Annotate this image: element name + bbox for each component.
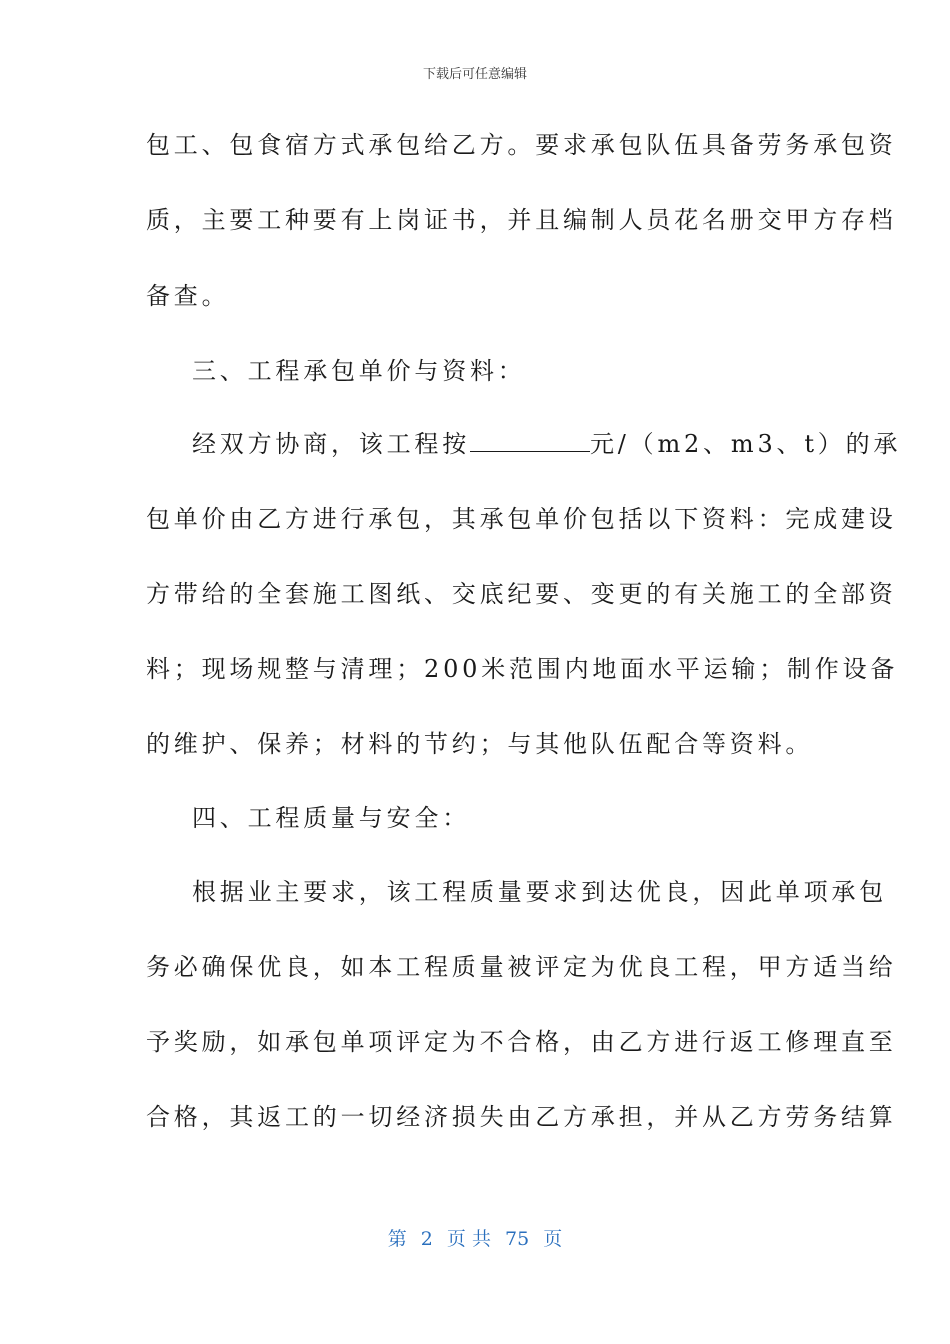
- fill-in-blank: [470, 429, 590, 452]
- text-line: 包单价由乙方进行承包，其承包单价包括以下资料：完成建设: [146, 505, 897, 533]
- text-line: 务必确保优良，如本工程质量被评定为优良工程，甲方适当给: [146, 953, 897, 981]
- text-line: 根据业主要求，该工程质量要求到达优良，因此单项承包: [192, 878, 887, 906]
- text-line: 的维护、保养；材料的节约；与其他队伍配合等资料。: [146, 730, 814, 758]
- text-line: 包工、包食宿方式承包给乙方。要求承包队伍具备劳务承包资: [146, 131, 897, 159]
- footer-middle: 页 共: [446, 1228, 491, 1250]
- footer-prefix: 第: [387, 1228, 407, 1250]
- page-footer: [0, 1226, 950, 1252]
- text-fragment: 经双方协商，该工程按: [192, 430, 470, 458]
- text-line: 备查。: [146, 282, 230, 310]
- text-line: 予奖励，如承包单项评定为不合格，由乙方进行返工修理直至: [146, 1028, 897, 1056]
- text-line: 方带给的全套施工图纸、交底纪要、变更的有关施工的全部资: [146, 580, 897, 608]
- text-line-with-blank: [192, 428, 901, 460]
- section-heading: 四、工程质量与安全：: [192, 804, 470, 832]
- footer-suffix: 页: [543, 1228, 563, 1250]
- text-line: 料；现场规整与清理；200米范围内地面水平运输；制作设备: [146, 655, 899, 683]
- text-line: 质，主要工种要有上岗证书，并且编制人员花名册交甲方存档: [146, 206, 897, 234]
- text-fragment: 元/（m2、m3、t）的承: [590, 430, 902, 458]
- total-page-count: 75: [505, 1228, 530, 1250]
- current-page-number: 2: [420, 1228, 433, 1250]
- section-heading: 三、工程承包单价与资料：: [192, 357, 526, 385]
- text-line: 合格，其返工的一切经济损失由乙方承担，并从乙方劳务结算: [146, 1103, 897, 1131]
- page-header: 下载后可任意编辑: [422, 67, 527, 82]
